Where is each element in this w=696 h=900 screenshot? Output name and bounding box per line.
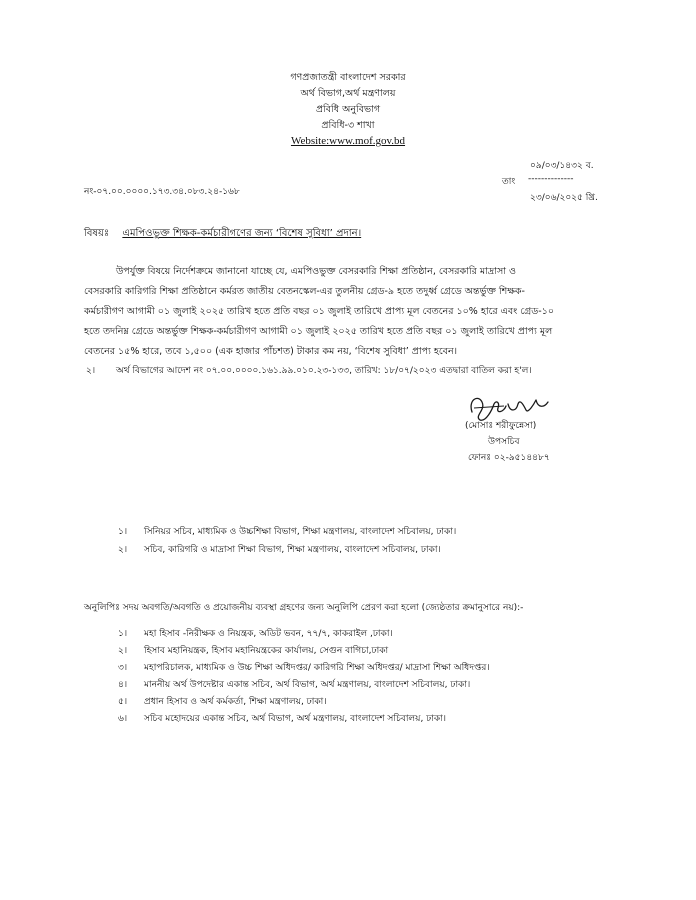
memo-number: নং-০৭.০০.০০০০.১৭৩.৩৪.০৮৩.২৪-১৬৮	[84, 187, 240, 197]
copy-number: ৬।	[118, 714, 128, 724]
copy-text: হিসাব মহানিয়ন্ত্রক, হিসাব মহানিয়ন্ত্রকের কার্যালয়, সেগুন বাগিচা,ঢাকা	[144, 646, 389, 656]
paragraph-line: উপর্যুক্ত বিষয়ে নির্দেশক্রমে জানানো যাচ্ছে যে, এমপিওভুক্ত বেসরকারি শিক্ষা প্রতিষ্ঠান, বেসরকারি মাদ্রাসা ও	[116, 266, 517, 277]
copy-item	[118, 696, 327, 708]
paragraph-1	[84, 262, 594, 362]
recipient-text: সচিব, কারিগরি ও মাদ্রাসা শিক্ষা বিভাগ, শিক্ষা মন্ত্রণালয়, বাংলাদেশ সচিবালয়, ঢাকা।	[144, 545, 441, 555]
copy-item	[118, 713, 446, 725]
wing-title: প্রবিধি অনুবিভাগ	[315, 104, 381, 115]
copy-number: ১।	[118, 629, 128, 639]
recipient-item	[118, 526, 456, 538]
paragraph-line: বেতনের ১৫% হারে, তবে ১,৫০০ (এক হাজার পাঁচশত) টাকার কম নয়, ‘বিশেষ সুবিধা’ প্রাপ্য হবেন।	[84, 346, 458, 357]
recipient-number: ১।	[118, 527, 128, 537]
website-link[interactable]: Website:www.mof.gov.bd	[290, 135, 406, 147]
copy-text: সচিব মহোদয়ের একান্ত সচিব, অর্থ বিভাগ, অর্থ মন্ত্রণালয়, বাংলাদেশ সচিবালয়, ঢাকা।	[144, 714, 446, 724]
paragraph-line: হতে তদনিম্ন গ্রেডে অন্তর্ভুক্ত শিক্ষক-কর্মচারীগণ আগামী ০১ জুলাই ২০২৫ তারিখ হতে প্রতি বছর ০১ জুলাই তারিখে প্রাপ্য মূল	[84, 326, 553, 337]
copy-number: ৩।	[118, 663, 128, 673]
copy-number: ৫।	[118, 697, 128, 707]
copy-number: ৪।	[118, 680, 128, 690]
subject-text: এমপিওভুক্ত শিক্ষক-কর্মচারীগণের জন্য ‘বিশেষ সুবিধা’ প্রদান।	[122, 228, 362, 239]
signatory-phone: ফোনঃ ০২-৯৫১৪৪৮৭	[468, 453, 550, 463]
paragraph-line: বেসরকারি কারিগরি শিক্ষা প্রতিষ্ঠানে কর্মরত জাতীয় বেতনস্কেল-এর তুলনীয় গ্রেড-৯ হতে তদুর্ধ্ব গ্রেডে অন্তর্ভুক্ত শিক্ষক-	[84, 286, 525, 297]
copy-text: মাননীয় অর্থ উপদেষ্টার একান্ত সচিব, অর্থ বিভাগ, অর্থ মন্ত্রণালয়, বাংলাদেশ সচিবালয়, ঢাকা।	[144, 680, 471, 690]
paragraph-line: কর্মচারীগণ আগামী ০১ জুলাই ২০২৫ তারিখ হতে প্রতি বছর ০১ জুলাই তারিখে প্রাপ্য মূল বেতনের ১০% হারে এবং গ্রেড-১০	[84, 306, 555, 317]
branch-title: প্রবিধি-৩ শাখা	[321, 120, 375, 131]
paragraph-2-text: অর্থ বিভাগের আদেশ নং ০৭.০০.০০০০.১৬১.৯৯.০১০.২৩-১৩৩, তারিখ: ১৮/০৭/২০২৩ এতদ্বারা বাতিল করা হ'ল।	[116, 366, 532, 376]
copy-item	[118, 662, 490, 674]
subject-line	[84, 226, 361, 243]
subject-label: বিষয়ঃ	[84, 228, 110, 239]
copy-text: মহা হিসাব -নিরীক্ষক ও নিয়ন্ত্রক, অডিট ভবন, ৭৭/৭, কাকরাইল ,ঢাকা।	[144, 629, 393, 639]
copy-intro: অনুলিপিঃ সদয় অবগতি/অবগতি ও প্রয়োজনীয় ব্যবস্থা গ্রহণের জন্য অনুলিপি প্রেরণ করা হলো (জ্যেষ্ঠতার ক্রমানুসারে নয়):-	[84, 603, 524, 613]
signatory-designation: উপসচিব	[488, 437, 520, 447]
recipient-text: সিনিয়র সচিব, মাধ্যমিক ও উচ্চশিক্ষা বিভাগ, শিক্ষা মন্ত্রণালয়, বাংলাদেশ সচিবালয়, ঢাকা।	[144, 527, 457, 537]
date-label: তাং	[502, 177, 516, 187]
copy-item	[118, 628, 393, 640]
copy-item	[118, 679, 470, 691]
date-separator: --------------	[528, 174, 574, 184]
copy-text: প্রধান হিসাব ও অর্থ কর্মকর্তা, শিক্ষা মন্ত্রণালয়, ঢাকা।	[144, 697, 327, 707]
paragraph-2-number: ২।	[86, 366, 96, 376]
date-english: ২৩/০৬/২০২৫ খ্রি.	[530, 193, 598, 203]
recipient-number: ২।	[118, 545, 128, 555]
division-title: অর্থ বিভাগ,অর্থ মন্ত্রণালয়	[300, 88, 396, 99]
date-bangla: ০৯/০৩/১৪৩২ ব.	[530, 161, 594, 171]
recipient-item	[118, 544, 441, 556]
copy-text: মহাপরিচালক, মাধ্যমিক ও উচ্চ শিক্ষা অধিদপ্তর/ কারিগরি শিক্ষা অধিদপ্তর/ মাদ্রাসা শিক্ষা অধিদপ্তর।	[144, 663, 490, 673]
govt-title: গণপ্রজাতন্ত্রী বাংলাদেশ সরকার	[290, 72, 406, 83]
signatory-name: (মোসাঃ শরীফুন্নেসা)	[465, 421, 537, 431]
copy-number: ২।	[118, 646, 128, 656]
copy-item	[118, 645, 388, 657]
